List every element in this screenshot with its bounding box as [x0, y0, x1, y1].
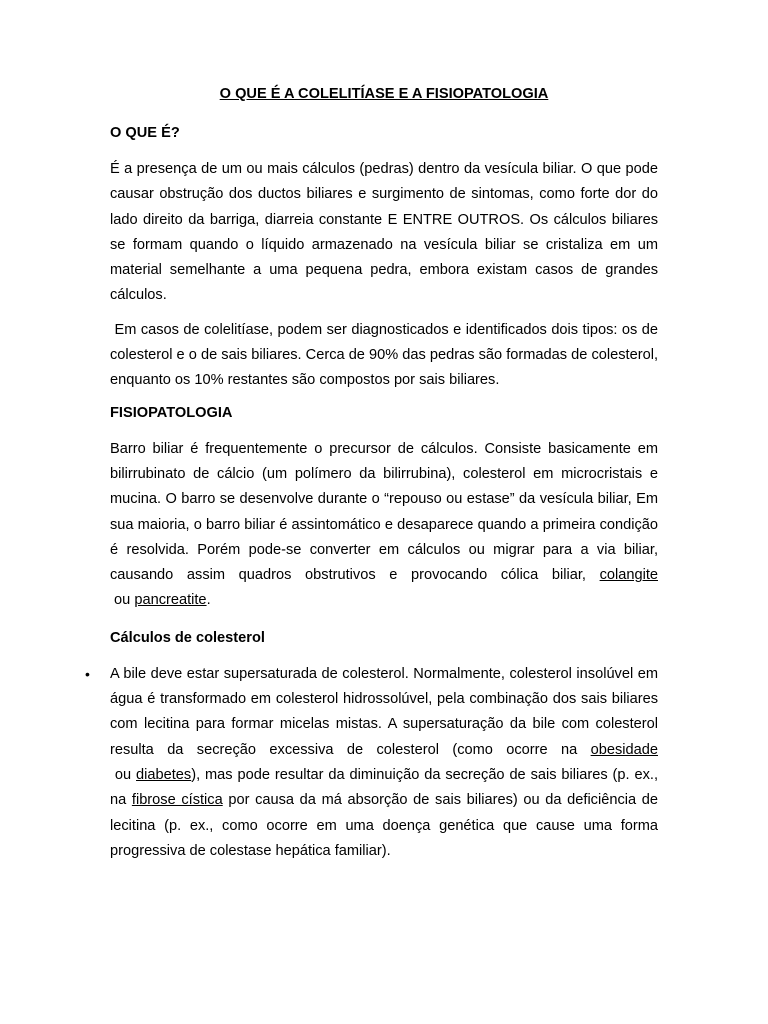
document-title: O QUE É A COLELITÍASE E A FISIOPATOLOGIA — [219, 86, 549, 102]
paragraph-colesterol — [110, 662, 658, 864]
section-heading-o-que-e: O QUE É? — [110, 125, 180, 141]
section-heading-calculos-colesterol: Cálculos de colesterol — [110, 629, 265, 646]
colesterol-text-ou: ou — [110, 766, 137, 783]
link-diabetes[interactable]: diabetes — [136, 766, 192, 783]
bullet-item-colesterol — [85, 662, 658, 864]
paragraph-types — [110, 318, 663, 394]
paragraph-definition: É a presença de um ou mais cálculos (pedras) dentro da vesícula biliar. O que pode causar obstrução dos ductos biliares e surgimento de sintomas, como forte dor do lado direito da barriga, diarreia constante E ENTRE OUTROS. Os cálculos biliares se formam quando o líquido armazenado na vesícula biliar se cristaliza em um material semelhante a uma pequena pedra, embora existam casos de grandes cálculos. — [110, 161, 658, 304]
bullet-icon: • — [85, 665, 90, 682]
link-obesidade[interactable]: obesidade — [590, 741, 658, 758]
colesterol-text-c: ), mas pode resultar da diminuição da secreção de sais biliares (p. ex., na — [110, 766, 658, 809]
link-fibrose-cistica[interactable]: fibrose cística — [131, 792, 223, 809]
colesterol-text-a: A bile deve estar supersaturada de colesterol. Normalmente, colesterol insolúvel em água é transformado em colesterol hidrossolúvel, pela combinação dos sais biliares com lecitina para formar micelas mistas. A supersaturação da bile com colesterol resulta da secreção excessiva de colesterol (como ocorre na — [110, 665, 658, 758]
link-pancreatite[interactable]: pancreatite — [134, 592, 207, 609]
paragraph-fisiopatologia-text: Barro biliar é frequentemente o precursor de cálculos. Consiste basicamente em bilirrubinato de cálcio (um polímero da bilirrubina), colesterol em microcristais e mucina. O barro se desenvolve durante o “repouso ou estase” da vesícula biliar, Em sua maioria, o barro biliar é assintomático e desaparece quando a primeira condição é resolvida. Porém pode-se converter em cálculos ou migrar para a via biliar, causando assim quadros obstrutivos e provocando cólica biliar, — [110, 440, 658, 584]
document-content — [85, 84, 663, 864]
text-ou: ou — [110, 592, 135, 609]
section-heading-fisiopatologia: FISIOPATOLOGIA — [110, 404, 233, 421]
paragraph-types-text: Em casos de colelitíase, podem ser diagnosticados e identificados dois tipos: os de colesterol e o de sais biliares. Cerca de 90% das pedras são formadas de colesterol, enquanto os 10% restantes são compostos por sais biliares. — [110, 321, 663, 389]
paragraph-fisiopatologia — [110, 437, 658, 614]
colesterol-text-d: por causa da má absorção de sais biliares) ou da deficiência de lecitina (p. ex., como ocorre em uma doença genética que cause uma forma progressiva de colestase hepática familiar). — [110, 792, 658, 859]
text-period: . — [206, 592, 211, 609]
link-colangite[interactable]: colangite — [599, 567, 658, 584]
